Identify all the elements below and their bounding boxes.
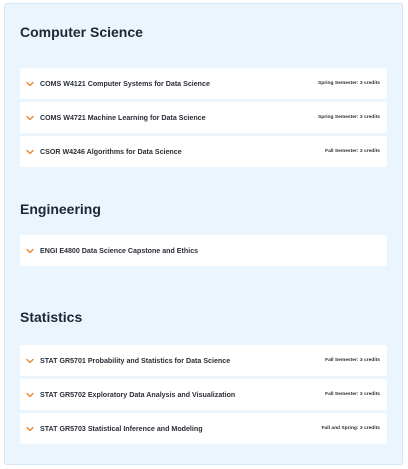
chevron-down-icon [26,80,34,88]
course-credits: Fall Semester: 3 credits [325,149,380,154]
course-item[interactable] [20,413,387,444]
chevron-down-icon [26,148,34,156]
course-name: COMS W4121 Computer Systems for Data Science [40,79,210,88]
section-title: Statistics [20,309,83,325]
course-accordion [20,68,387,167]
chevron-down-icon [26,247,34,255]
course-credits: Fall Semester: 3 credits [325,358,380,363]
course-item[interactable] [20,379,387,410]
section-statistics [20,308,387,447]
section-title: Engineering [20,201,101,217]
chevron-down-icon [26,114,34,122]
course-item[interactable] [20,345,387,376]
chevron-down-icon [26,425,34,433]
course-credits: Fall Semester: 3 credits [325,392,380,397]
course-item[interactable] [20,68,387,99]
course-item[interactable] [20,235,387,266]
section-title: Computer Science [20,24,143,40]
course-credits: Fall and Spring: 3 credits [321,426,380,431]
course-name: COMS W4721 Machine Learning for Data Science [40,113,206,122]
chevron-down-icon [26,357,34,365]
course-credits: Spring Semester: 3 credits [318,115,380,120]
course-item[interactable] [20,136,387,167]
chevron-down-icon [26,391,34,399]
course-name: STAT GR5701 Probability and Statistics for Data Science [40,356,231,365]
course-name: STAT GR5702 Exploratory Data Analysis and Visualization [40,390,236,399]
course-credits: Spring Semester: 3 credits [318,81,380,86]
course-list-panel [4,3,403,465]
course-name: STAT GR5703 Statistical Inference and Modeling [40,424,203,433]
section-engineering [20,200,387,269]
course-accordion [20,345,387,444]
section-computer-science [20,23,387,170]
course-name: CSOR W4246 Algorithms for Data Science [40,147,182,156]
course-name: ENGI E4800 Data Science Capstone and Ethics [40,246,199,255]
course-item[interactable] [20,102,387,133]
course-accordion [20,235,387,266]
